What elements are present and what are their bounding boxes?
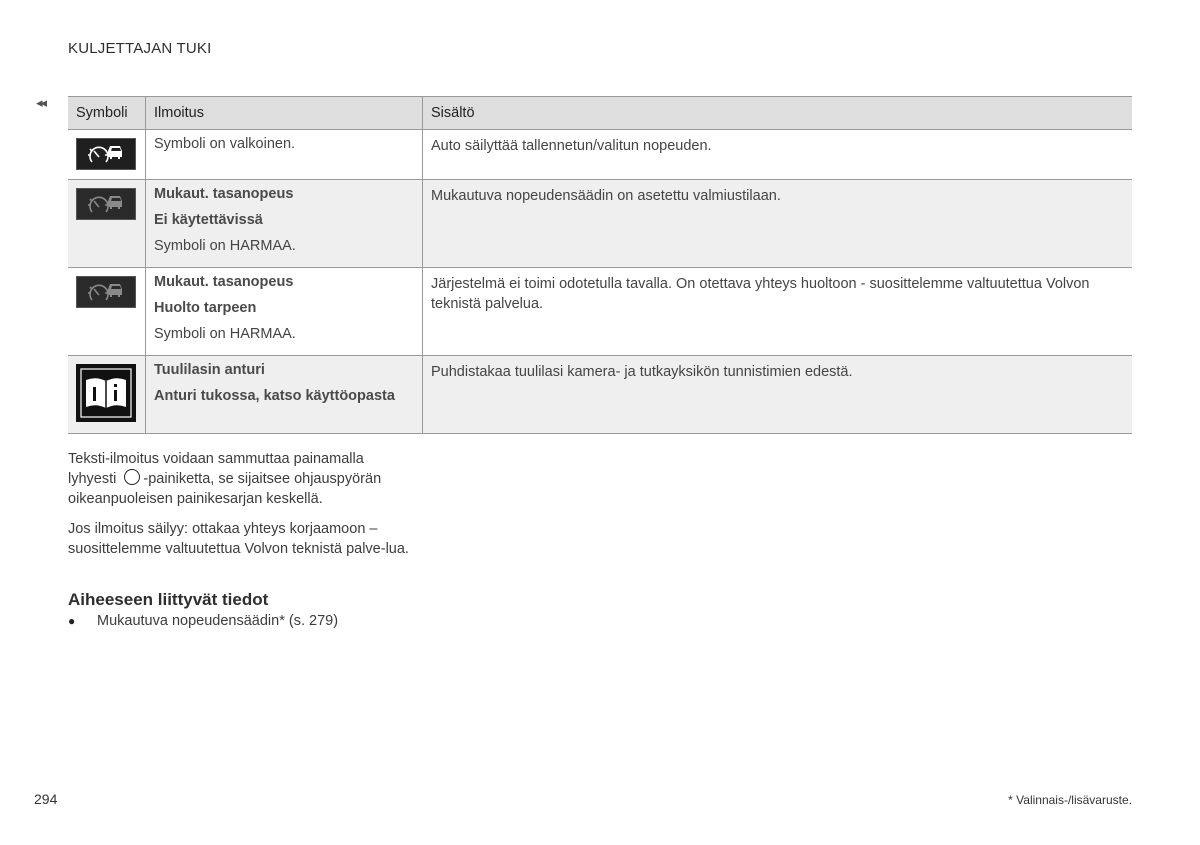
page-header-title: KULJETTAJAN TUKI [68,40,212,57]
adaptive-cruise-control-icon [76,276,136,308]
symbol-cell [68,180,146,268]
message-cell [146,130,423,180]
footnote: * Valinnais-/lisävaruste. [1008,793,1132,807]
paragraph-pre-text: lyhyesti [68,471,117,487]
message-plain: Symboli on HARMAA. [154,238,296,254]
paragraph-line: Teksti-ilmoitus voidaan sammuttaa painamalla [68,451,364,467]
content-text: Puhdistakaa tuulilasi kamera- ja tutkayksikön tunnistimien edestä. [431,364,853,380]
paragraph-contact-workshop: Jos ilmoitus säilyy: ottakaa yhteys korjaamoon – suosittelemme valtuutettua Volvon teknistä palve-lua. [68,521,409,557]
paragraph-inline-row [68,469,413,509]
content-cell [423,130,1133,180]
column-header-content: Sisältö [423,97,1133,130]
message-cell [146,356,423,434]
content-text: Järjestelmä ei toimi odotetulla tavalla. On otettava yhteys huoltoon - suosittelemme valtuutettua Volvon teknistä palvelua. [431,276,1090,312]
message-plain: Symboli on valkoinen. [154,136,296,152]
adaptive-cruise-control-icon [76,188,136,220]
bullet-icon: ● [68,614,76,628]
table-row [68,268,1132,356]
message-subtitle: Anturi tukossa, katso käyttöopasta [154,388,395,404]
adaptive-cruise-control-icon [76,138,136,170]
related-info-heading: Aiheeseen liittyvät tiedot [68,590,269,609]
content-text: Mukautuva nopeudensäädin on asetettu valmiustilaan. [431,188,781,204]
content-cell [423,180,1133,268]
symbol-message-table [68,96,1132,434]
message-cell [146,180,423,268]
table-row [68,356,1132,434]
continued-marker: ◂◂ [36,95,46,110]
table-row [68,130,1132,180]
symbol-cell [68,268,146,356]
content-cell [423,356,1133,434]
column-header-symbol: Symboli [68,97,146,130]
symbol-cell [68,130,146,180]
paragraph-post-text: -painiketta, se sijaitsee ohjauspyörän oikeanpuoleisen painikesarjan keskellä. [68,471,382,507]
paragraph-dismiss-info [68,449,413,509]
content-text: Auto säilyttää tallennetun/valitun nopeuden. [431,138,712,154]
message-plain: Symboli on HARMAA. [154,326,296,342]
symbol-cell [68,356,146,434]
message-title: Mukaut. tasanopeus [154,186,294,202]
steering-wheel-button-icon [124,469,140,485]
message-subtitle: Huolto tarpeen [154,300,257,316]
column-header-message: Ilmoitus [146,97,423,130]
related-link[interactable]: Mukautuva nopeudensäädin* (s. 279) [97,613,339,629]
list-item[interactable] [68,613,338,629]
message-subtitle: Ei käytettävissä [154,212,263,228]
table-row [68,180,1132,268]
message-cell [146,268,423,356]
page-number: 294 [34,791,58,807]
message-title: Tuulilasin anturi [154,362,265,378]
content-cell [423,268,1133,356]
message-title: Mukaut. tasanopeus [154,274,294,290]
manual-info-icon [76,364,136,422]
related-info-list [68,613,338,629]
